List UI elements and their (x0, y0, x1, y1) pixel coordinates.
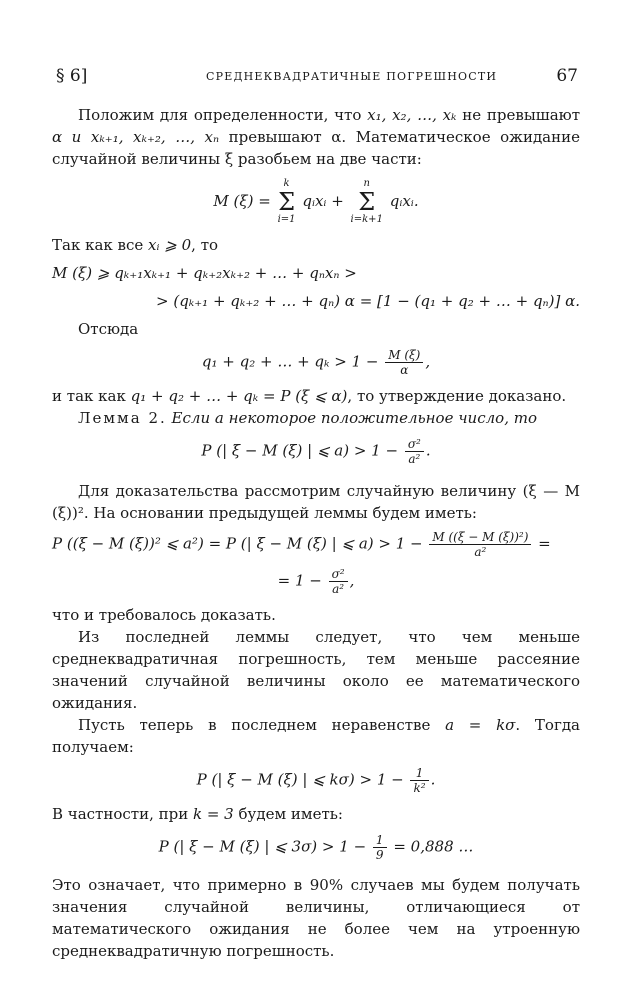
equation-expectation-split: M (ξ) = k Σ i=1 qᵢxᵢ + n Σ i=k+1 qᵢxᵢ. (213, 178, 419, 225)
fraction: $\frac{\text{σ²}}{\text{a²}}$ (329, 567, 348, 596)
equation-lemma: P (| ξ − M (ξ) | ⩽ a) > 1 − $\frac{\text{σ²}}{\text{a²}}$ . (201, 437, 431, 466)
vars-first: x₁, x₂, …, xₖ (367, 106, 457, 124)
running-title: СРЕДНЕКВАДРАТИЧНЫЕ ПОГРЕШНОСТИ (206, 70, 498, 83)
page-body (52, 104, 580, 962)
paragraph-9: В частности, при k = 3 будем иметь: (52, 805, 343, 823)
sum-symbol: n Σ i=k+1 (350, 178, 383, 225)
equation-chebyshev: P (| ξ − M (ξ) | ⩽ kσ) > 1 − $\frac{1}{\text{k²}}$ . (196, 766, 436, 795)
paragraph-2: Так как все xᵢ ⩾ 0, то (52, 236, 219, 254)
equation-q-sum: q₁ + q₂ + … + qₖ > 1 − $\frac{M (\xi)}{\alpha}$ , (201, 348, 431, 377)
fraction: $\frac{M (\xi)}{\alpha}$ (385, 348, 423, 377)
section-number: § 6] (56, 66, 88, 86)
paragraph-1: Положим для определенности, что x₁, x₂, …, xₖ не превышают α и xₖ₊₁, xₖ₊₂, …, xₙ превышают α. Математическое ожидание случайной величины ξ разобьем на две части: (52, 106, 580, 168)
inequality-line-2: > (qₖ₊₁ + qₖ₊₂ + … + qₙ) α = [1 − (q₁ + q₂ + … + qₙ)] α. (156, 292, 580, 310)
running-header (56, 66, 578, 90)
sum-symbol: k Σ i=1 (277, 178, 296, 225)
paragraph-4: и так как q₁ + q₂ + … + qₖ = P (ξ ⩽ α), то утверждение доказано. (52, 387, 567, 405)
paragraph-8: Пусть теперь в последнем неравенстве a = kσ. Тогда получаем: (52, 716, 580, 756)
equation-proof-2: = 1 − $\frac{\text{σ²}}{\text{a²}}$ , (277, 567, 355, 596)
lemma-2 (52, 407, 580, 429)
vars-second: xₖ₊₁, xₖ₊₂, …, xₙ (90, 128, 220, 146)
fraction: $\frac{\text{σ²}}{\text{a²}}$ (405, 437, 424, 466)
fraction: $\frac{1}{9}$ (373, 833, 387, 862)
paragraph-6: что и требовалось доказать. (52, 606, 276, 624)
paragraph-5: Для доказательства рассмотрим случайную величину (ξ — M (ξ))². На основании предыдущей леммы будем иметь: (52, 482, 580, 522)
paragraph-10: Это означает, что примерно в 90% случаев мы будем получать значения случайной величины, отличающиеся от математического ожидания не более чем на утроенную среднеквадратичную погрешность. (52, 876, 580, 960)
lemma-statement: Если a некоторое положительное число, то (171, 409, 537, 427)
lemma-label: Лемма 2. (78, 409, 167, 427)
inequality-line-1: M (ξ) ⩾ qₖ₊₁xₖ₊₁ + qₖ₊₂xₖ₊₂ + … + qₙxₙ > (52, 264, 357, 282)
paragraph-7: Из последней леммы следует, что чем меньше среднеквадратичная погрешность, тем меньше рассеяние значений случайной величины около ее математического ожидания. (52, 628, 580, 712)
fraction: $\frac{\text{M ((ξ − M (ξ))²)}}{\text{a²}}$ (429, 530, 531, 559)
paragraph-3: Отсюда (78, 320, 139, 338)
equation-three-sigma: P (| ξ − M (ξ) | ⩽ 3σ) > 1 − $\frac{1}{9}$ = 0,888 … (158, 833, 474, 862)
page-number: 67 (556, 66, 578, 86)
fraction: $\frac{1}{\text{k²}}$ (410, 766, 428, 795)
equation-proof-1: P ((ξ − M (ξ))² ⩽ a²) = P (| ξ − M (ξ) | ⩽ a) > 1 − $\frac{\text{M ((ξ − M (ξ))²)}}{\text{a²}}$ = (52, 530, 551, 559)
